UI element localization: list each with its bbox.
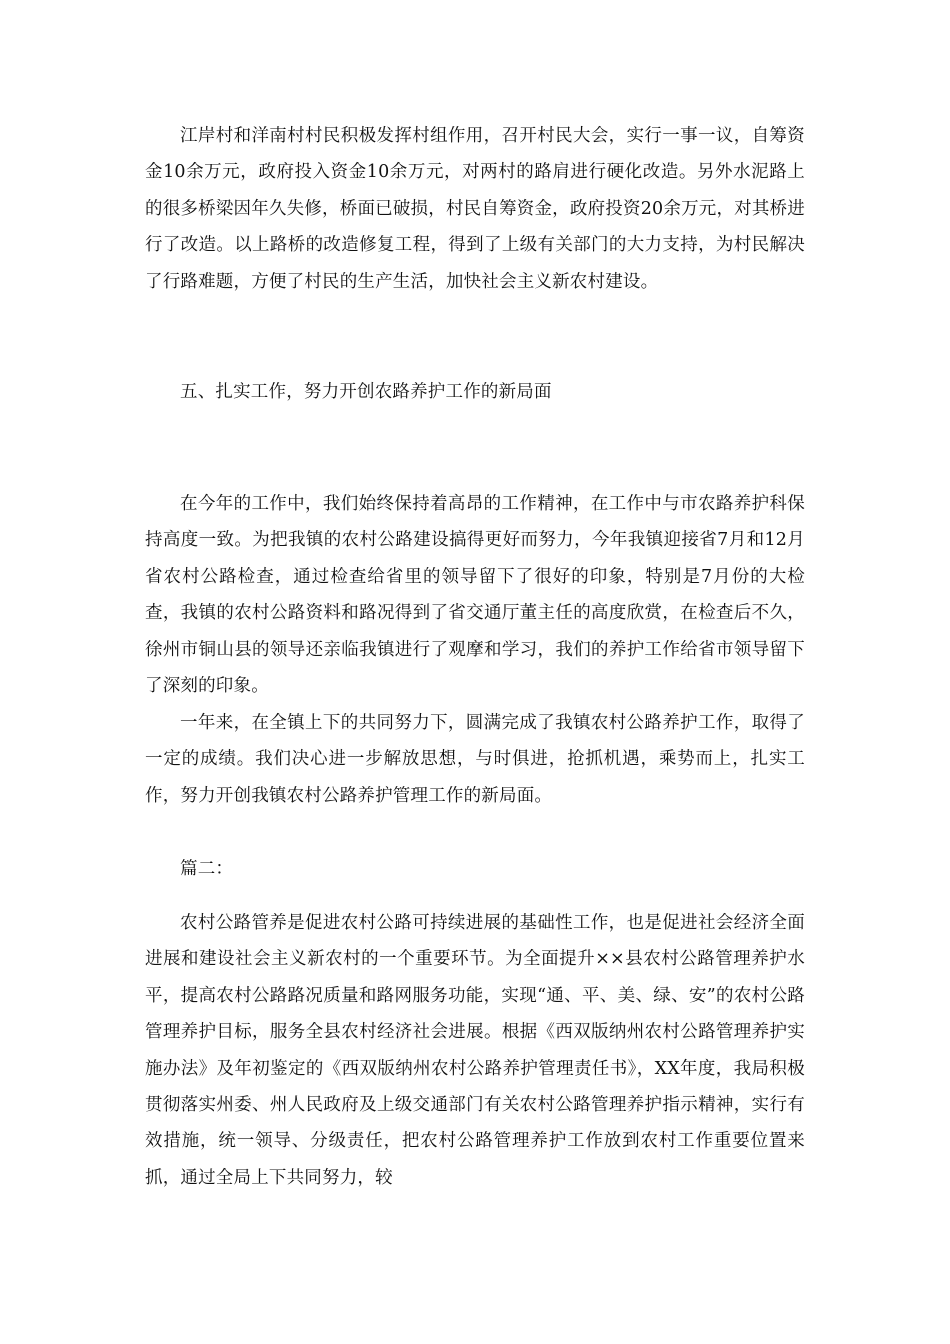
section-heading-five: 五、扎实工作，努力开创农路养护工作的新局面 [180,382,552,402]
paragraph-road-shoulder-renovation: 江岸村和洋南村村民积极发挥村组作用，召开村民大会，实行一事一议，自筹资金10余万元，政府投入资金10余万元，对两村的路肩进行硬化改造。另外水泥路上的很多桥梁因年久失修，桥面已破损，村民自筹资金，政府投资20余万元，对其桥进行了改造。以上路桥的改造修复工程，得到了上级有关部门的大力支持，为村民解决了行路难题，方便了村民的生产生活，加快社会主义新农村建设。 [145,126,805,292]
paragraph-rural-road-maintenance: 农村公路管养是促进农村公路可持续进展的基础性工作，也是促进社会经济全面进展和建设社会主义新农村的一个重要环节。为全面提升××县农村公路管理养护水平，提高农村公路路况质量和路网服务功能，实现“通、平、美、绿、安”的农村公路管理养护目标，服务全县农村经济社会进展。根据《西双版纳州农村公路管理养护实施办法》及年初鉴定的《西双版纳州农村公路养护管理责任书》，XX年度，我局积极贯彻落实州委、州人民政府及上级交通部门有关农村公路管理养护指示精神，实行有效措施，统一领导、分级责任，把农村公路管理养护工作放到农村工作重要位置来抓，通过全局上下共同努力，较 [145,913,805,1188]
paragraph-year-summary: 一年来，在全镇上下的共同努力下，圆满完成了我镇农村公路养护工作，取得了一定的成绩。我们决心进一步解放思想，与时俱进，抢抓机遇，乘势而上，扎实工作，努力开创我镇农村公路养护管理工作的新局面。 [145,713,805,806]
paragraph-inspection-work: 在今年的工作中，我们始终保持着高昂的工作精神，在工作中与市农路养护科保持高度一致。为把我镇的农村公路建设搞得更好而努力，今年我镇迎接省7月和12月省农村公路检查，通过检查给省里的领导留下了很好的印象，特别是7月份的大检查，我镇的农村公路资料和路况得到了省交通厅董主任的高度欣赏，在检查后不久，徐州市铜山县的领导还亲临我镇进行了观摩和学习，我们的养护工作给省市领导留下了深刻的印象。 [145,494,805,697]
section-heading-part-two: 篇二： [180,859,234,879]
